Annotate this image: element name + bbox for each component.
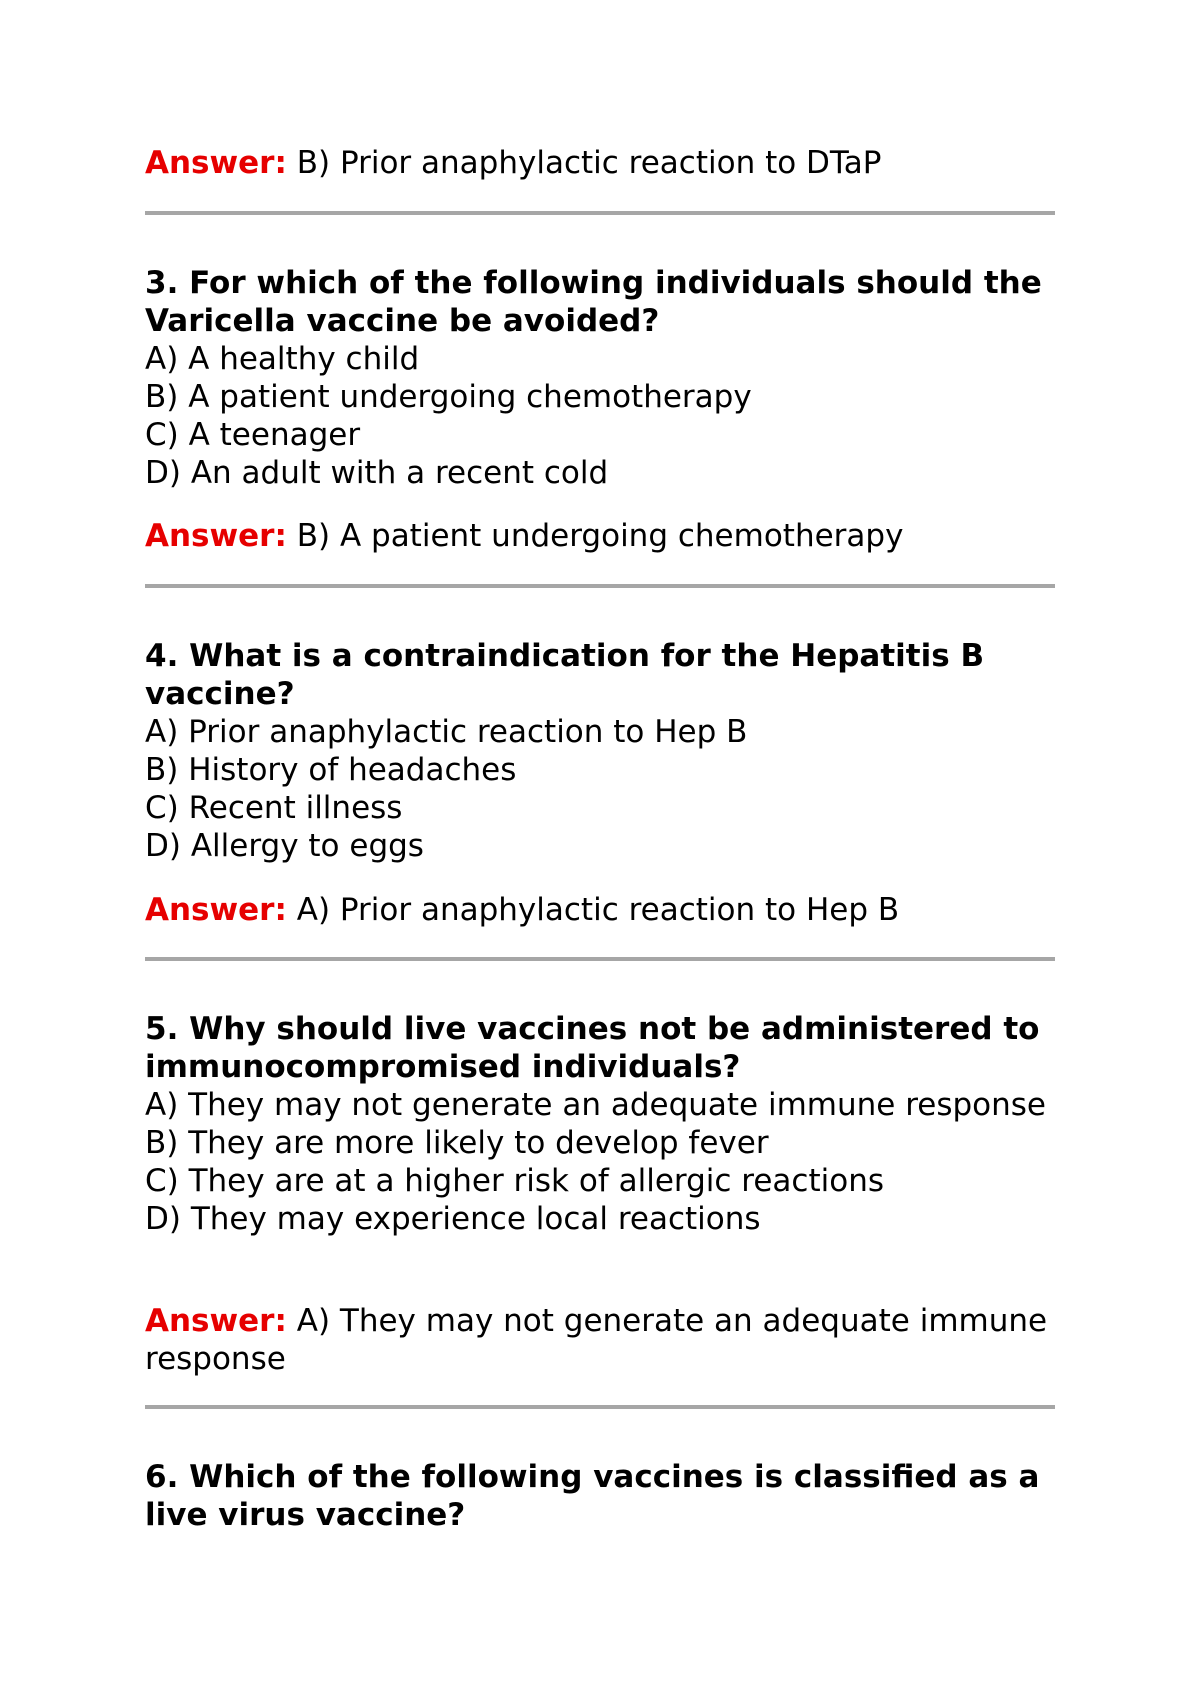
q4-answer <box>145 891 1055 929</box>
q5-option-b: B) They are more likely to develop fever <box>145 1125 769 1161</box>
q4-option-c: C) Recent illness <box>145 790 403 826</box>
divider <box>145 584 1055 588</box>
q4-option-b: B) History of headaches <box>145 752 517 788</box>
q3-option-a: A) A healthy child <box>145 341 420 377</box>
q3-answer-block <box>145 517 1055 555</box>
q5-answer-text: A) They may not generate an adequate immune response <box>145 1303 1048 1377</box>
q5-option-a: A) They may not generate an adequate immune response <box>145 1087 1046 1123</box>
q2-answer <box>145 144 1055 182</box>
q3-block <box>145 264 1055 492</box>
q3-option-b: B) A patient undergoing chemotherapy <box>145 379 752 415</box>
divider <box>145 957 1055 961</box>
q4-answer-block <box>145 891 1055 929</box>
q5-question: 5. Why should live vaccines not be administered to immunocompromised individuals? <box>145 1011 1040 1085</box>
q4-answer-text: A) Prior anaphylactic reaction to Hep B <box>296 892 900 928</box>
q6-block <box>145 1458 1055 1534</box>
q5-answer-block <box>145 1302 1055 1378</box>
q4-option-d: D) Allergy to eggs <box>145 828 424 864</box>
q3-answer-text: B) A patient undergoing chemotherapy <box>296 518 904 554</box>
q3-question: 3. For which of the following individuals should the Varicella vaccine be avoided? <box>145 265 1042 339</box>
q4-question: 4. What is a contraindication for the Hepatitis B vaccine? <box>145 638 985 712</box>
q4-option-a: A) Prior anaphylactic reaction to Hep B <box>145 714 748 750</box>
q5-answer <box>145 1302 1055 1378</box>
q5-block <box>145 1010 1055 1238</box>
divider <box>145 211 1055 215</box>
answer-label: Answer: <box>145 518 287 554</box>
q2-answer-text: B) Prior anaphylactic reaction to DTaP <box>296 145 882 181</box>
q3-option-c: C) A teenager <box>145 417 361 453</box>
q4-block <box>145 637 1055 865</box>
q3-option-d: D) An adult with a recent cold <box>145 455 609 491</box>
answer-label: Answer: <box>145 892 287 928</box>
q5-option-d: D) They may experience local reactions <box>145 1201 761 1237</box>
q6-question: 6. Which of the following vaccines is classified as a live virus vaccine? <box>145 1459 1040 1533</box>
q2-answer-block <box>145 144 1055 182</box>
q3-answer <box>145 517 1055 555</box>
answer-label: Answer: <box>145 145 287 181</box>
q5-option-c: C) They are at a higher risk of allergic reactions <box>145 1163 884 1199</box>
answer-label: Answer: <box>145 1303 287 1339</box>
divider <box>145 1405 1055 1409</box>
